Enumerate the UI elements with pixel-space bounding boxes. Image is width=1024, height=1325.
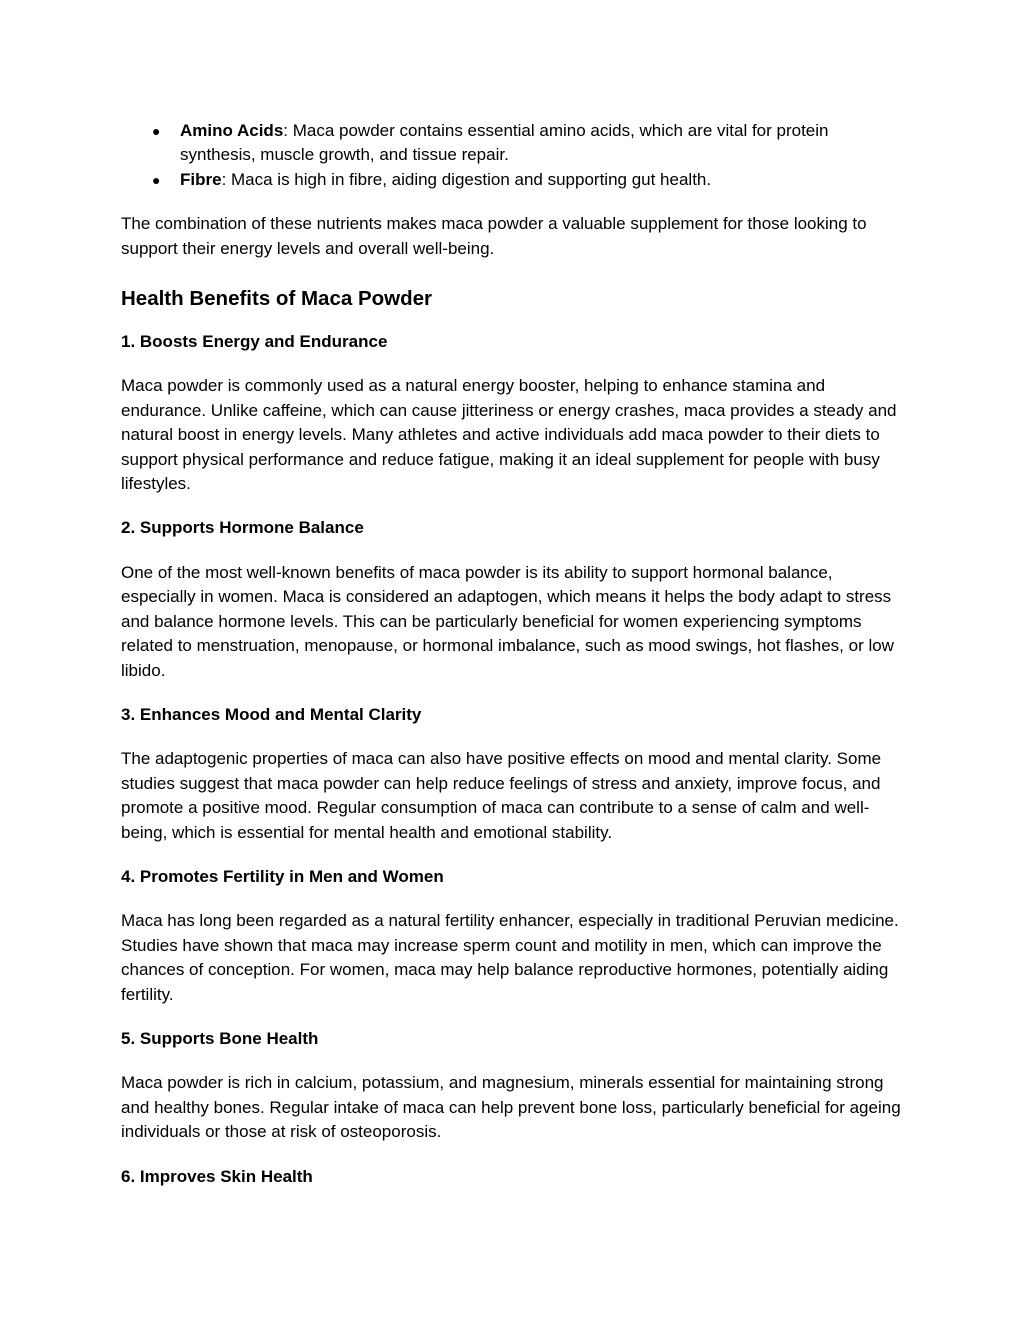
nutrient-list [121, 119, 907, 192]
benefit-heading: 3. Enhances Mood and Mental Clarity [121, 704, 422, 724]
intro-paragraph: The combination of these nutrients makes maca powder a valuable supplement for those looking to support their energy levels and overall well-being. [121, 214, 867, 258]
benefit-paragraph: Maca has long been regarded as a natural fertility enhancer, especially in traditional Peruvian medicine. Studies have shown that maca may increase sperm count and motility in men, which can improve the chances of conception. For women, maca may help balance reproductive hormones, potentially aiding fertility. [121, 911, 899, 1004]
list-item-term: Amino Acids [180, 121, 284, 140]
benefit-heading: 1. Boosts Energy and Endurance [121, 332, 388, 352]
bullet-icon: ● [152, 171, 161, 188]
benefit-heading: 5. Supports Bone Health [121, 1028, 319, 1048]
benefit-heading: 4. Promotes Fertility in Men and Women [121, 866, 444, 886]
list-item [121, 119, 907, 168]
list-item-term: Fibre [180, 169, 222, 189]
benefit-heading: 2. Supports Hormone Balance [121, 518, 364, 538]
list-item [121, 168, 907, 192]
list-item-text: : Maca powder contains essential amino acids, which are vital for protein synthesis, muscle growth, and tissue repair. [180, 121, 829, 165]
document-page [121, 119, 907, 1189]
benefit-paragraph: Maca powder is commonly used as a natural energy booster, helping to enhance stamina and endurance. Unlike caffeine, which can cause jitteriness or energy crashes, maca provides a steady and natural boost in energy levels. Many athletes and active individuals add maca powder to their diets to support physical performance and reduce fatigue, making it an ideal supplement for people with busy lifestyles. [121, 376, 897, 494]
benefit-heading: 6. Improves Skin Health [121, 1166, 313, 1186]
benefit-paragraph: The adaptogenic properties of maca can also have positive effects on mood and mental clarity. Some studies suggest that maca powder can help reduce feelings of stress and anxiety, improve focus, and promote a positive mood. Regular consumption of maca can contribute to a sense of calm and well-being, which is essential for mental health and emotional stability. [121, 749, 882, 842]
list-item-text: : Maca is high in fibre, aiding digestion and supporting gut health. [221, 169, 712, 189]
benefit-paragraph: Maca powder is rich in calcium, potassium, and magnesium, minerals essential for maintaining strong and healthy bones. Regular intake of maca can help prevent bone loss, particularly beneficial for ageing individuals or those at risk of osteoporosis. [121, 1073, 901, 1142]
bullet-icon: ● [152, 123, 161, 139]
section-heading: Health Benefits of Maca Powder [121, 287, 432, 311]
benefit-paragraph: One of the most well-known benefits of maca powder is its ability to support hormonal balance, especially in women. Maca is considered an adaptogen, which means it helps the body adapt to stress and balance hormone levels. This can be particularly beneficial for women experiencing symptoms related to menstruation, menopause, or hormonal imbalance, such as mood swings, hot flashes, or low libido. [121, 562, 894, 680]
